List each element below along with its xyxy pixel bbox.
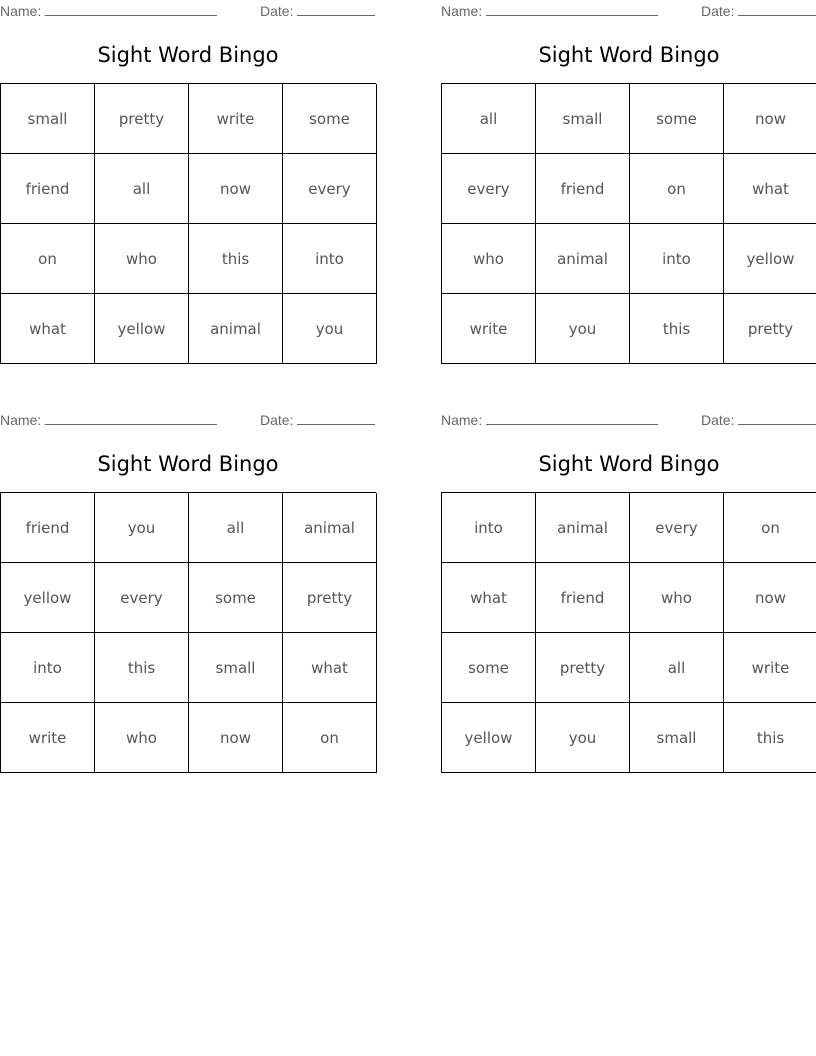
bingo-cell: into: [630, 224, 724, 294]
bingo-cell: you: [95, 493, 189, 563]
bingo-cell: all: [189, 493, 283, 563]
bingo-cell: on: [1, 224, 95, 294]
name-blank-line: [486, 411, 658, 425]
bingo-cell: all: [95, 154, 189, 224]
bingo-cell: small: [630, 703, 724, 773]
bingo-cell: friend: [536, 154, 630, 224]
name-date-row: [441, 409, 816, 431]
bingo-cell: who: [95, 224, 189, 294]
bingo-cell: this: [189, 224, 283, 294]
bingo-cell: every: [95, 563, 189, 633]
bingo-cell: now: [724, 84, 816, 154]
bingo-cell: now: [724, 563, 816, 633]
bingo-cell: all: [630, 633, 724, 703]
bingo-card: [0, 0, 376, 338]
bingo-cell: pretty: [724, 294, 816, 364]
name-date-row: [441, 0, 816, 22]
date-blank-line: [297, 2, 375, 16]
name-field: [441, 411, 658, 428]
bingo-cell: small: [189, 633, 283, 703]
name-label: Name:: [441, 3, 483, 19]
bingo-cell: you: [283, 294, 377, 364]
bingo-cell: write: [189, 84, 283, 154]
name-field: [0, 411, 217, 428]
bingo-cell: into: [442, 493, 536, 563]
bingo-cell: small: [1, 84, 95, 154]
date-label: Date:: [260, 412, 294, 428]
bingo-grid: [441, 492, 816, 773]
bingo-cell: yellow: [1, 563, 95, 633]
bingo-cell: into: [1, 633, 95, 703]
bingo-cell: now: [189, 154, 283, 224]
date-field: [260, 2, 375, 19]
bingo-cell: yellow: [95, 294, 189, 364]
bingo-cell: into: [283, 224, 377, 294]
bingo-cell: all: [442, 84, 536, 154]
name-blank-line: [45, 411, 217, 425]
card-title: Sight Word Bingo: [97, 452, 279, 476]
bingo-cell: friend: [536, 563, 630, 633]
bingo-cell: animal: [189, 294, 283, 364]
date-blank-line: [738, 2, 816, 16]
card-title: Sight Word Bingo: [97, 43, 279, 67]
date-blank-line: [738, 411, 816, 425]
bingo-cell: every: [442, 154, 536, 224]
bingo-cell: some: [189, 563, 283, 633]
name-date-row: [0, 409, 376, 431]
name-blank-line: [45, 2, 217, 16]
bingo-cell: every: [630, 493, 724, 563]
name-label: Name:: [0, 412, 42, 428]
bingo-cell: some: [630, 84, 724, 154]
bingo-cell: you: [536, 703, 630, 773]
bingo-cell: this: [95, 633, 189, 703]
bingo-cell: yellow: [724, 224, 816, 294]
bingo-cell: some: [283, 84, 377, 154]
card-title: Sight Word Bingo: [538, 43, 720, 67]
name-date-row: [0, 0, 376, 22]
bingo-cell: yellow: [442, 703, 536, 773]
bingo-cell: write: [442, 294, 536, 364]
bingo-card: [441, 0, 816, 338]
date-label: Date:: [701, 3, 735, 19]
date-blank-line: [297, 411, 375, 425]
bingo-grid: [0, 492, 376, 773]
bingo-cell: on: [630, 154, 724, 224]
bingo-cell: who: [442, 224, 536, 294]
bingo-cell: write: [1, 703, 95, 773]
bingo-cell: write: [724, 633, 816, 703]
bingo-cell: this: [630, 294, 724, 364]
bingo-grid: [0, 83, 376, 364]
bingo-cell: pretty: [283, 563, 377, 633]
bingo-cell: friend: [1, 154, 95, 224]
bingo-cell: animal: [536, 224, 630, 294]
bingo-cell: on: [283, 703, 377, 773]
bingo-cell: pretty: [536, 633, 630, 703]
date-field: [260, 411, 375, 428]
bingo-cell: on: [724, 493, 816, 563]
bingo-card: [441, 409, 816, 747]
bingo-cell: what: [442, 563, 536, 633]
bingo-cell: what: [724, 154, 816, 224]
name-label: Name:: [441, 412, 483, 428]
bingo-cell: what: [283, 633, 377, 703]
bingo-cell: this: [724, 703, 816, 773]
bingo-cell: animal: [283, 493, 377, 563]
date-label: Date:: [260, 3, 294, 19]
bingo-cell: pretty: [95, 84, 189, 154]
bingo-cell: who: [95, 703, 189, 773]
bingo-cell: friend: [1, 493, 95, 563]
name-field: [0, 2, 217, 19]
date-label: Date:: [701, 412, 735, 428]
bingo-cell: every: [283, 154, 377, 224]
bingo-cell: some: [442, 633, 536, 703]
bingo-card: [0, 409, 376, 747]
bingo-cell: animal: [536, 493, 630, 563]
name-label: Name:: [0, 3, 42, 19]
bingo-cell: small: [536, 84, 630, 154]
card-title: Sight Word Bingo: [538, 452, 720, 476]
name-field: [441, 2, 658, 19]
bingo-cell: who: [630, 563, 724, 633]
date-field: [701, 2, 816, 19]
bingo-grid: [441, 83, 816, 364]
bingo-cell: you: [536, 294, 630, 364]
name-blank-line: [486, 2, 658, 16]
bingo-cell: now: [189, 703, 283, 773]
date-field: [701, 411, 816, 428]
bingo-cell: what: [1, 294, 95, 364]
